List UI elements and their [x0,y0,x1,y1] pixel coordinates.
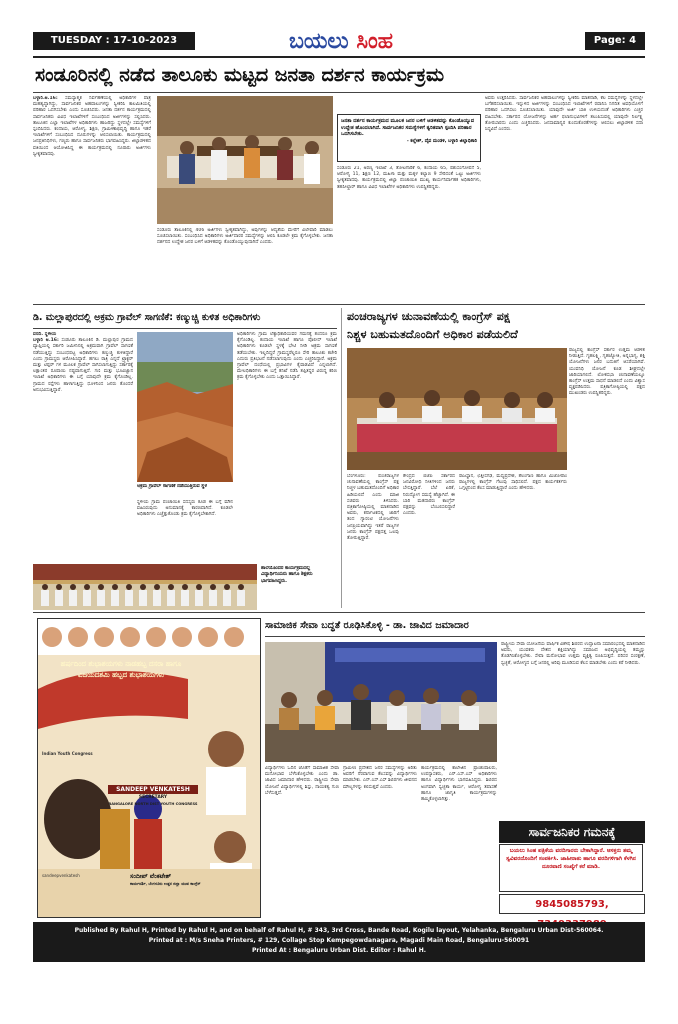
story2-photo-gravel [137,332,233,482]
story1-col3: ಸಂಡೂರು 21, ಅರಣ್ಯ ಇಲಾಖೆ 3, ತೋಟಗಾರಿಕೆ 6, ಕಂದಾಯ 65, ಪಶುಸಂಗೋಪನೆ 5, ಆರೋಗ್ಯ 11, ಶಿಕ್ಷಣ 12, ಮಹಿಳಾ ಮತ್ತು ಮಕ್ಕಳ ಕಲ್ಯಾಣ 9 ಸೇರಿದಂತೆ ಒಟ್ಟು ಅರ್ಜಿಗಳು ಸ್ವೀಕೃತವಾದವು. ಕಾರ್ಯಕ್ರಮದಲ್ಲಿ ಜಿಲ್ಲಾ ಪಂಚಾಯಿತಿ ಮುಖ್ಯ ಕಾರ್ಯನಿರ್ವಾಹಕ ಅಧಿಕಾರಿಗಳು, ತಹಸೀಲ್ದಾರ್ ಹಾಗೂ ವಿವಿಧ ಇಲಾಖೆಗಳ ಅಧಿಕಾರಿಗಳು ಉಪಸ್ಥಿತರಿದ್ದರು. [337,166,481,190]
column-divider [341,308,342,608]
ad-area-en: BANGALORE NORTH DIST YOUTH CONGRESS [108,802,198,806]
story3-headline-line1: ಪಂಚರಾಜ್ಯಗಳ ಚುನಾವಣೆಯಲ್ಲಿ ಕಾಂಗ್ರೆಸ್ ಪಕ್ಷ [347,310,510,323]
story3-col4: ರಾಜ್ಯದಲ್ಲಿ ಕಾಂಗ್ರೆಸ್ ಸರ್ಕಾರ ಉತ್ತಮ ಆಡಳಿತ ನೀಡುತ್ತಿದೆ. ಗೃಹಲಕ್ಷ್ಮಿ, ಗೃಹಜ್ಯೋತಿ, ಅನ್ನಭಾಗ್ಯ, ಶಕ್ತಿ ಯೋಜನೆಗಳು ಜನರ ಬದುಕಿಗೆ ಆಸರೆಯಾಗಿವೆ. ಯುವನಿಧಿ ಯೋಜನೆ ಕೂಡ ಶೀಘ್ರದಲ್ಲೇ ಜಾರಿಯಾಗಲಿದೆ. ಲೋಕಸಭಾ ಚುನಾವಣೆಯಲ್ಲೂ ಕಾಂಗ್ರೆಸ್ ಉತ್ತಮ ಸಾಧನೆ ಮಾಡಲಿದೆ ಎಂದು ವಿಶ್ವಾಸ ವ್ಯಕ್ತಪಡಿಸಿದರು. ಪತ್ರಿಕಾಗೋಷ್ಠಿಯಲ್ಲಿ ಪಕ್ಷದ ಮುಖಂಡರು ಉಪಸ್ಥಿತರಿದ್ದರು. [569,348,645,397]
story1-quote: ಜನತಾ ದರ್ಶನ ಕಾರ್ಯಕ್ರಮದ ಮೂಲಕ ಜನರ ಬಳಿಗೆ ಆಡಳಿತವನ್ನು ಕೊಂಡೊಯ್ಯುವ ಉದ್ದೇಶ ಹೊಂದಲಾಗಿದೆ. ಸಾರ್ವಜನಿಕರ ಸಮಸ್ಯೆಗಳಿಗೆ ತ್ವರಿತವಾಗಿ ಸ್ಪಂದಿಸಿ ಪರಿಹಾರ ಒದಗಿಸಬೇಕು. [341,118,475,138]
story1-col1 [33,96,151,300]
story4-col1: ವಿದ್ಯಾರ್ಥಿಗಳು ಓದಿನ ಜೊತೆಗೆ ಸಾಮಾಜಿಕ ಸೇವಾ ಮನೋಭಾವ ಬೆಳೆಸಿಕೊಳ್ಳಬೇಕು ಎಂದು ಡಾ. ಜಾವಿದ ಜಮಾದಾರ ಹೇಳಿದರು. ರಾಷ್ಟ್ರೀಯ ಸೇವಾ ಯೋಜನೆ ವಿದ್ಯಾರ್ಥಿಗಳಲ್ಲಿ ಶಿಸ್ತು, ನಾಯಕತ್ವ ಗುಣ ಬೆಳೆಸುತ್ತದೆ. [265,766,339,796]
story4-col-right: ರಾಷ್ಟ್ರೀಯ ಸೇವಾ ಯೋಜನೆಯ ವಾರ್ಷಿಕ ವಿಶೇಷ ಶಿಬಿರದ ಉದ್ಘಾಟನಾ ಸಮಾರಂಭದಲ್ಲಿ ಮಾತನಾಡಿದ ಅವರು, ಯುವಕರು ದೇಶದ ಶಕ್ತಿಯಾಗಿದ್ದು ಸಮಾಜದ ಅಭಿವೃದ್ಧಿಯಲ್ಲಿ ತಮ್ಮನ್ನು ತೊಡಗಿಸಿಕೊಳ್ಳಬೇಕು. ಸೇವಾ ಮನೋಭಾವ ಉತ್ತಮ ವ್ಯಕ್ತಿತ್ವ ರೂಪಿಸುತ್ತದೆ. ಪರಿಸರ ಸಂರಕ್ಷಣೆ, ಸ್ವಚ್ಛತೆ, ಆರೋಗ್ಯದ ಬಗ್ಗೆ ಜನರಲ್ಲಿ ಅರಿವು ಮೂಡಿಸುವ ಕೆಲಸ ಮಾಡಬೇಕು ಎಂದು ಕರೆ ನೀಡಿದರು. [501,642,645,666]
notice-phone: 9845085793, [499,894,645,914]
ad-role-kn: ಕಾರ್ಯದರ್ಶಿ, ಬೆಂಗಳೂರು ಉತ್ತರ ಜಿಲ್ಲಾ ಯುವ ಕಾಂಗ್ರೆಸ್ [130,881,201,886]
ad-role-en: SECRETARY [138,795,168,800]
story2-photo-caption: ಅಕ್ರಮ ಗ್ರಾವೆಲ್ ಸಾಗಣಿಕೆ ನಡೆಯುತ್ತಿರುವ ಸ್ಥಳ [137,484,207,489]
rule [33,92,645,93]
story4-headline: ಸಾಮಾಜಿಕ ಸೇವಾ ಬದ್ಧತೆ ರೂಢಿಸಿಕೊಳ್ಳಿ - ಡಾ. ಜಾವಿದ ಜಮಾದಾರ [265,620,469,631]
story4-photo [265,642,497,762]
issue-date: TUESDAY : 17-10-2023 [33,32,195,50]
imprint-footer [33,922,645,962]
imprint-line1: Published By Rahul H, Printed by Rahul H, and on behalf of Rahul H, # 343, 3rd Cross, Bande Road, Kogilu layout, Yelahanka, Bengaluru Urban Dist-560064. [74,927,604,934]
rule [33,328,337,329]
page-number: Page: 4 [585,32,645,50]
ad-name-en: SANDEEP VENKATESH [108,785,198,794]
story1-photo [157,96,333,224]
story2-dateline: ಬಳ್ಳಾರಿ ಅ.16: [33,338,59,344]
story3-col2: ಕೇಂದ್ರದ ಬಿಜೆಪಿ ಸರ್ಕಾರದ ಜನವಿರೋಧಿ ನೀತಿಗಳಿಂದ ಜನರು ಬೇಸತ್ತಿದ್ದಾರೆ. ಬೆಲೆ ಏರಿಕೆ, ನಿರುದ್ಯೋಗ ಸಮಸ್ಯೆ ಹೆಚ್ಚಾಗಿದೆ. ಈ ಬಾರಿ ಮತದಾರರು ಕಾಂಗ್ರೆಸ್ ಪಕ್ಷವನ್ನು ಬೆಂಬಲಿಸಲಿದ್ದಾರೆ ಎಂದರು. [403,474,455,517]
ad-org: Indian Youth Congress [42,751,93,756]
story1-headline: ಸಂಡೂರಿನಲ್ಲಿ ನಡೆದ ತಾಲೂಕು ಮಟ್ಟದ ಜನತಾ ದರ್ಶನ ಕಾರ್ಯಕ್ರಮ [35,64,445,86]
ad-banner-text: ಹರ್ಷದಿಂದ ಶುಭಾಶಯಗಳು ನಾಡಹಬ್ಬ ದಸರಾ ಹಾಗೂ ವಿಜಯದಶಮಿ ಹಬ್ಬದ ಶುಭಾಶಯಗಳು [60,660,182,679]
story3-photo-press [347,348,567,470]
rule [33,612,645,613]
story2-col-under-photo: ಸ್ಥಳೀಯ ಗ್ರಾಮ ಪಂಚಾಯಿತಿ ಸದಸ್ಯರು ಕೂಡ ಈ ಬಗ್ಗೆ ಮೌನ ವಹಿಸಿರುವುದು ಅನುಮಾನಕ್ಕೆ ಕಾರಣವಾಗಿದೆ. ಕೂಡಲೇ ಅಧಿಕಾರಿಗಳು ಎಚ್ಚೆತ್ತುಕೊಂಡು ಕ್ರಮ ಕೈಗೊಳ್ಳಬೇಕಾಗಿದೆ. [137,500,233,518]
story2-headline: ಡಿ. ಮಲ್ಲಾಪುರದಲ್ಲಿ ಅಕ್ರಮ ಗ್ರಾವೆಲ್ ಸಾಗಣಿಕೆ: ಕಣ್ಮುಚ್ಚಿ ಕುಳಿತ ಅಧಿಕಾರಿಗಳು [33,312,261,323]
story4-col3: ಕಾರ್ಯಕ್ರಮದಲ್ಲಿ ಕಾಲೇಜಿನ ಪ್ರಾಂಶುಪಾಲರು, ಉಪನ್ಯಾಸಕರು, ಎನ್.ಎಸ್.ಎಸ್ ಅಧಿಕಾರಿಗಳು ಹಾಗೂ ವಿದ್ಯಾರ್ಥಿಗಳು ಭಾಗವಹಿಸಿದ್ದರು. ಶಿಬಿರದ ಅಂಗವಾಗಿ ಸ್ವಚ್ಛತಾ ಕಾರ್ಯ, ಆರೋಗ್ಯ ತಪಾಸಣೆ ಹಾಗೂ ಜಾಗೃತಿ ಕಾರ್ಯಕ್ರಮಗಳನ್ನು ಹಮ್ಮಿಕೊಳ್ಳಲಾಗಿತ್ತು. [421,766,497,803]
story1-col1-text: ಸಮಸ್ಯಾತ್ಮಕ ನಿರ್ವಹಣೆಯಲ್ಲಿ ಅಧಿಕಾರಿಗಳ ಪಾತ್ರ ಮಹತ್ವದ್ದಾಗಿದ್ದು, ಸಾರ್ವಜನಿಕರ ಅಹವಾಲುಗಳನ್ನು ಸ್ವೀಕರಿಸಿ ಕಾಲಮಿತಿಯಲ್ಲಿ ಪರಿಹಾರ ಒದಗಿಸಬೇಕು ಎಂದು ಸೂಚಿಸಿದರು. ಜನತಾ ದರ್ಶನ ಕಾರ್ಯಕ್ರಮದಲ್ಲಿ ಸಾರ್ವಜನಿಕರು ವಿವಿಧ ಇಲಾಖೆಗಳಿಗೆ ಸಂಬಂಧಿಸಿದ ಅರ್ಜಿಗಳನ್ನು ಸಲ್ಲಿಸಿದರು. ತಾಲೂಕಿನ ಎಲ್ಲಾ ಇಲಾಖೆಗಳ ಅಧಿಕಾರಿಗಳು ಹಾಜರಿದ್ದು ಸ್ಥಳದಲ್ಲೇ ಸಮಸ್ಯೆಗಳಿಗೆ ಸ್ಪಂದಿಸಿದರು. ಕಂದಾಯ, ಆರೋಗ್ಯ, ಶಿಕ್ಷಣ, ಗ್ರಾಮೀಣಾಭಿವೃದ್ಧಿ ಹಾಗೂ ಇತರೆ ಇಲಾಖೆಗಳಿಗೆ ಸಂಬಂಧಿಸಿದ ದೂರುಗಳನ್ನು ಆಲಿಸಲಾಯಿತು. ಕಾರ್ಯಕ್ರಮದಲ್ಲಿ ಜನಪ್ರತಿನಿಧಿಗಳು, ಗಣ್ಯರು ಹಾಗೂ ಸಾರ್ವಜನಿಕರು ಭಾಗವಹಿಸಿದ್ದರು. ಜಿಲ್ಲಾಡಳಿತದ ವತಿಯಿಂದ ಆಯೋಜಿಸಿದ್ದ ಈ ಕಾರ್ಯಕ್ರಮದಲ್ಲಿ ನೂರಾರು ಅರ್ಜಿಗಳು ಸ್ವೀಕೃತವಾದವು. [33,96,151,157]
story1-dateline: ಬಳ್ಳಾರಿ.ಅ.16: [33,96,58,101]
story3-col1: ಬೆಂಗಳೂರು: ಪಂಚರಾಜ್ಯಗಳ ಚುನಾವಣೆಯಲ್ಲಿ ಕಾಂಗ್ರೆಸ್ ಪಕ್ಷ ನಿಚ್ಚಳ ಬಹುಮತದೊಂದಿಗೆ ಅಧಿಕಾರ ಹಿಡಿಯಲಿದೆ ಎಂದು ಮಾಜಿ ಸಚಿವರು ತಿಳಿಸಿದರು. ಪತ್ರಿಕಾಗೋಷ್ಠಿಯಲ್ಲಿ ಮಾತನಾಡಿದ ಅವರು, ಕರ್ನಾಟಕದಲ್ಲಿ ಜಾರಿಗೆ ತಂದ ಗ್ಯಾರಂಟಿ ಯೋಜನೆಗಳು ಜನಪ್ರಿಯವಾಗಿದ್ದು ಇತರೆ ರಾಜ್ಯಗಳ ಜನರು ಕಾಂಗ್ರೆಸ್ ಪಕ್ಷದತ್ತ ಒಲವು ತೋರುತ್ತಿದ್ದಾರೆ. [347,474,399,542]
newspaper-page [33,18,645,963]
imprint-line2: Printed at : M/s Sneha Printers, # 129, Collage Stop Kempegowdanagara, Magadi Main Road, Bengaluru-560091 [148,937,530,944]
story2-photo2-caption: ಶಾಲೆಯೊಂದರ ಕಾರ್ಯಕ್ರಮದಲ್ಲಿ ವಿದ್ಯಾರ್ಥಿನಿಯರು ಹಾಗೂ ಶಿಕ್ಷಕರು ಭಾಗವಹಿಸಿದ್ದರು. [261,566,313,584]
story2-col1-text: ಸಂಡೂರು ತಾಲೂಕಿನ ಡಿ. ಮಲ್ಲಾಪುರ ಗ್ರಾಮದ ವ್ಯಾಪ್ತಿಯಲ್ಲಿ ಸರ್ಕಾರಿ ಜಮೀನಿನಲ್ಲಿ ಅಕ್ರಮವಾಗಿ ಗ್ರಾವೆಲ್ ಸಾಗಣಿಕೆ ನಡೆಯುತ್ತಿದ್ದು ಸಂಬಂಧಪಟ್ಟ ಅಧಿಕಾರಿಗಳು ಕಣ್ಮುಚ್ಚಿ ಕುಳಿತಿದ್ದಾರೆ ಎಂದು ಗ್ರಾಮಸ್ಥರು ಆರೋಪಿಸಿದ್ದಾರೆ. ಹಗಲು ರಾತ್ರಿ ಎನ್ನದೆ ಟ್ರ್ಯಾಕ್ಟರ್ ಮತ್ತು ಟಿಪ್ಪರ್ ಗಳ ಮೂಲಕ ಗ್ರಾವೆಲ್ ಸಾಗಿಸಲಾಗುತ್ತಿದ್ದು ಸರ್ಕಾರಕ್ಕೆ ಲಕ್ಷಾಂತರ ರೂಪಾಯಿ ನಷ್ಟವಾಗುತ್ತಿದೆ. ಗಣಿ ಮತ್ತು ಭೂವಿಜ್ಞಾನ ಇಲಾಖೆ ಅಧಿಕಾರಿಗಳು ಈ ಬಗ್ಗೆ ಯಾವುದೇ ಕ್ರಮ ಕೈಗೊಂಡಿಲ್ಲ. ಗ್ರಾಮದ ರಸ್ತೆಗಳು ಹಾಳಾಗುತ್ತಿದ್ದು ಧೂಳಿನಿಂದ ಜನರು ತೊಂದರೆ ಅನುಭವಿಸುತ್ತಿದ್ದಾರೆ. [33,338,133,393]
story1-quote-by: - ಕಲ್ಲೇಶ್, ದೈವ ಮಂಡಳಿ, ಬಳ್ಳಾರಿ ಜಿಲ್ಲಾಧಿಕಾರಿ [406,138,477,144]
festival-greeting-ad [37,618,261,918]
imprint-line3: Printed At : Bengaluru Urban Dist. Editor : Rahul H. [251,947,426,954]
newspaper-title [261,26,421,56]
ad-social-handle: sandeepvenkatesh [42,873,80,878]
masthead [33,26,645,58]
rule [33,304,645,305]
notice-title: ಸಾರ್ವಜನಿಕರ ಗಮನಕ್ಕೆ [499,821,645,843]
story4-col2: ಗ್ರಾಮೀಣ ಪ್ರದೇಶದ ಜನರ ಸಮಸ್ಯೆಗಳನ್ನು ಅರಿತು ಅವರಿಗೆ ನೆರವಾಗುವ ಕೆಲಸವನ್ನು ವಿದ್ಯಾರ್ಥಿಗಳು ಮಾಡಬೇಕು. ಎನ್.ಎಸ್.ಎಸ್ ಶಿಬಿರಗಳು ಜೀವನದ ಮೌಲ್ಯಗಳನ್ನು ಕಲಿಸುತ್ತವೆ ಎಂದರು. [343,766,417,790]
story1-col2: ಸಂಡೂರು ತಾಲೂಕಿನಲ್ಲಿ 406 ಅರ್ಜಿಗಳು ಸ್ವೀಕೃತವಾಗಿದ್ದು, ಅವುಗಳನ್ನು ಆದ್ಯತೆಯ ಮೇರೆಗೆ ವಿಲೇವಾರಿ ಮಾಡಲು ಸೂಚಿಸಲಾಯಿತು. ಸಂಬಂಧಿಸಿದ ಅಧಿಕಾರಿಗಳು ಅರ್ಜಿದಾರರ ಸಮಸ್ಯೆಗಳನ್ನು ಆಲಿಸಿ ಕೂಡಲೇ ಕ್ರಮ ಕೈಗೊಳ್ಳಬೇಕು. ಜನತಾ ದರ್ಶನದ ಉದ್ದೇಶ ಜನರ ಬಳಿಗೆ ಆಡಳಿತವನ್ನು ಕೊಂಡೊಯ್ಯುವುದಾಗಿದೆ ಎಂದರು. [157,228,333,246]
notice-body: ಬಯಲು ಸಿಂಹ ಪತ್ರಿಕೆಯ ವರದಿಗಾರರು ಬೇಕಾಗಿದ್ದಾರೆ. ಆಸಕ್ತರು ತಮ್ಮ ಸ್ವವಿವರದೊಂದಿಗೆ ಸಂಪರ್ಕಿಸಿ. ಜಾಹೀರಾತು ಹಾಗೂ ವರದಿಗಳಿಗಾಗಿ ಕೆಳಗಿನ ದೂರವಾಣಿ ಸಂಖ್ಯೆಗೆ ಕರೆ ಮಾಡಿ. [499,844,643,892]
story1-col4: ಅವರು ಉತ್ತರಿಸಿದರು. ಸಾರ್ವಜನಿಕರ ಅಹವಾಲುಗಳನ್ನು ಸ್ವೀಕರಿಸಿ ಮಾತನಾಡಿ, ಕೆಲ ಸಮಸ್ಯೆಗಳನ್ನು ಸ್ಥಳದಲ್ಲೇ ಬಗೆಹರಿಸಲಾಯಿತು. ಇನ್ನುಳಿದ ಅರ್ಜಿಗಳನ್ನು ಸಂಬಂಧಿಸಿದ ಇಲಾಖೆಗಳಿಗೆ ರವಾನಿಸಿ ನಿಗದಿತ ಅವಧಿಯೊಳಗೆ ಪರಿಹಾರ ಒದಗಿಸಲು ಸೂಚಿಸಲಾಯಿತು. ಯಾವುದೇ ಅರ್ಜಿ ಬಾಕಿ ಉಳಿಯದಂತೆ ಅಧಿಕಾರಿಗಳು ಎಚ್ಚರ ವಹಿಸಬೇಕು. ಸರ್ಕಾರದ ಯೋಜನೆಗಳನ್ನು ಅರ್ಹ ಫಲಾನುಭವಿಗಳಿಗೆ ತಲುಪಿಸುವಲ್ಲಿ ಯಾವುದೇ ನಿರ್ಲಕ್ಷ್ಯ ತೋರಬಾರದು ಎಂದು ಎಚ್ಚರಿಸಿದರು. ಜನಸಾಮಾನ್ಯರ ಕುಂದುಕೊರತೆಗಳನ್ನು ಆಲಿಸಲು ಜಿಲ್ಲಾಡಳಿತ ಸದಾ ಸಿದ್ಧವಿದೆ ಎಂದರು. [485,96,643,133]
title-part-b: ಸಿಂಹ [356,28,394,54]
rule [265,636,645,637]
story2-col2: ಅಧಿಕಾರಿಗಳು ಗ್ರಾಮ ಲೆಕ್ಕಾಧಿಕಾರಿಯವರ ಗಮನಕ್ಕೆ ತಂದರೂ ಕ್ರಮ ಕೈಗೊಂಡಿಲ್ಲ. ಕಂದಾಯ ಇಲಾಖೆ ಹಾಗೂ ಪೊಲೀಸ್ ಇಲಾಖೆ ಅಧಿಕಾರಿಗಳು ಕೂಡಲೇ ಸ್ಥಳಕ್ಕೆ ಭೇಟಿ ನೀಡಿ ಅಕ್ರಮ ಸಾಗಣಿಕೆ ತಡೆಯಬೇಕು. ಇಲ್ಲದಿದ್ದರೆ ಗ್ರಾಮಸ್ಥರೆಲ್ಲರೂ ಸೇರಿ ತಾಲೂಕು ಕಚೇರಿ ಎದುರು ಪ್ರತಿಭಟನೆ ನಡೆಸಲಾಗುವುದು ಎಂದು ಎಚ್ಚರಿಸಿದ್ದಾರೆ. ಅಕ್ರಮ ಗ್ರಾವೆಲ್ ದಂಧೆಯಲ್ಲಿ ಪ್ರಭಾವಿಗಳ ಕೈವಾಡವಿದೆ ಎನ್ನಲಾಗಿದೆ. ಮೇಲಧಿಕಾರಿಗಳು ಈ ಬಗ್ಗೆ ತನಿಖೆ ನಡೆಸಿ ತಪ್ಪಿತಸ್ಥರ ವಿರುದ್ಧ ಕಠಿಣ ಕ್ರಮ ಕೈಗೊಳ್ಳಬೇಕು ಎಂದು ಒತ್ತಾಯಿಸಿದ್ದಾರೆ. [237,332,337,381]
story1-quote-box [337,114,481,162]
story2-photo-school [33,564,257,610]
story3-headline-line2: ನಿಶ್ಚಳ ಬಹುಮತದೊಂದಿಗೆ ಅಧಿಕಾರ ಪಡೆಯಲಿದೆ [347,328,518,341]
title-part-a: ಬಯಲು [288,28,349,54]
story2-col1 [33,332,133,560]
story2-byline: ವರದಿ. ಸ್ಥಳೀಯ [33,332,57,337]
story3-col3: ರಾಜಸ್ಥಾನ, ಛತ್ತೀಸಗಢ, ಮಧ್ಯಪ್ರದೇಶ, ತೆಲಂಗಾಣ ಹಾಗೂ ಮಿಜೋರಾಂ ರಾಜ್ಯಗಳಲ್ಲಿ ಕಾಂಗ್ರೆಸ್ ಗೆಲುವು ಸಾಧಿಸಲಿದೆ. ಪಕ್ಷದ ಕಾರ್ಯಕರ್ತರು ಒಗ್ಗಟ್ಟಿನಿಂದ ಕೆಲಸ ಮಾಡುತ್ತಿದ್ದಾರೆ ಎಂದು ಹೇಳಿದರು. [459,474,567,492]
ad-name-kn: ಸಂದೀಪ್ ವೆಂಕಟೇಶ್ [130,873,172,880]
